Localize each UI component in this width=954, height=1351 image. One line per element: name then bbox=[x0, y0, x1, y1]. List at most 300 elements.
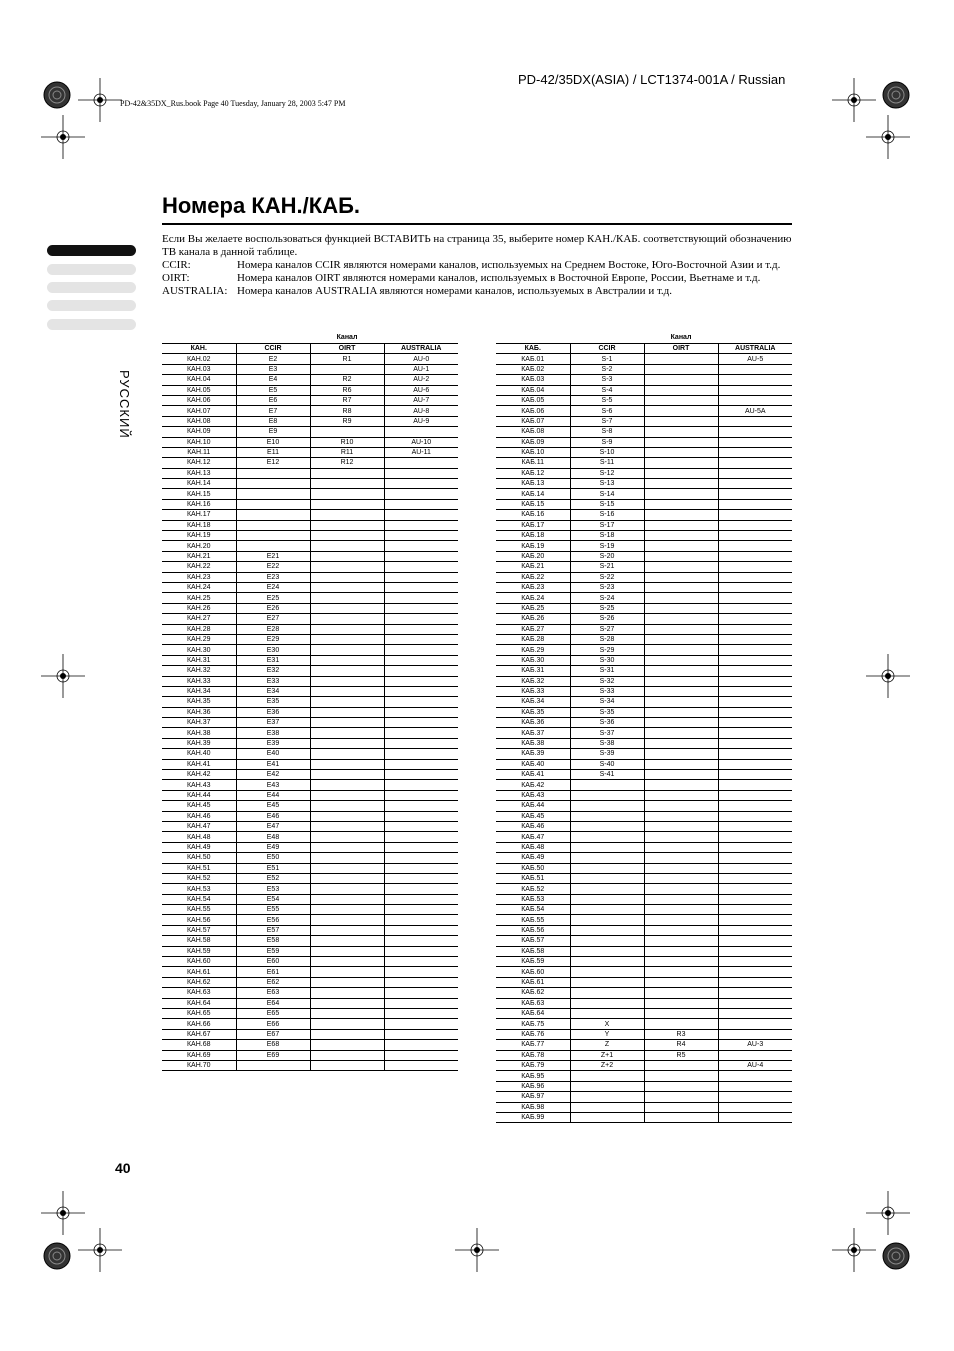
table-cell: S-33 bbox=[570, 686, 644, 696]
table-cell: КАН.66 bbox=[162, 1019, 236, 1029]
table-cell: R1 bbox=[310, 354, 384, 364]
table-cell: E51 bbox=[236, 863, 310, 873]
table-cell: КАБ.49 bbox=[496, 853, 570, 863]
table-cell: E38 bbox=[236, 728, 310, 738]
table-cell: КАН.33 bbox=[162, 676, 236, 686]
table-cell: КАН.67 bbox=[162, 1029, 236, 1039]
definition-description: Номера каналов AUSTRALIA являются номерами каналов, используемых в Австралии и т.д. bbox=[237, 285, 673, 297]
table-cell: КАН.23 bbox=[162, 572, 236, 582]
table-cell: R7 bbox=[310, 395, 384, 405]
crosshair-icon bbox=[832, 1228, 876, 1272]
table-cell: AU-2 bbox=[384, 375, 458, 385]
table-cell: S-32 bbox=[570, 676, 644, 686]
table-cell: E53 bbox=[236, 884, 310, 894]
crosshair-icon bbox=[832, 78, 876, 122]
crosshair-icon bbox=[78, 1228, 122, 1272]
table-cell: AU-5A bbox=[718, 406, 792, 416]
table-cell: КАБ.55 bbox=[496, 915, 570, 925]
table-cell: E28 bbox=[236, 624, 310, 634]
table-cell: КАБ.06 bbox=[496, 406, 570, 416]
table-cell: КАН.25 bbox=[162, 593, 236, 603]
table-cell: КАН.10 bbox=[162, 437, 236, 447]
table-cell: S-5 bbox=[570, 395, 644, 405]
table-cell: КАБ.30 bbox=[496, 655, 570, 665]
table-cell: КАБ.47 bbox=[496, 832, 570, 842]
table-cell: S-31 bbox=[570, 666, 644, 676]
table-cell: S-14 bbox=[570, 489, 644, 499]
table-cell: КАН.63 bbox=[162, 988, 236, 998]
table-cell: КАБ.26 bbox=[496, 614, 570, 624]
table-cell: КАН.26 bbox=[162, 603, 236, 613]
table-cell: КАБ.45 bbox=[496, 811, 570, 821]
table-cell: КАН.64 bbox=[162, 998, 236, 1008]
table-cell: S-24 bbox=[570, 593, 644, 603]
table-cell: КАН.52 bbox=[162, 873, 236, 883]
table-cell: S-34 bbox=[570, 697, 644, 707]
table-cell: КАБ.21 bbox=[496, 562, 570, 572]
table-cell: КАН.50 bbox=[162, 853, 236, 863]
table-cell: КАБ.96 bbox=[496, 1081, 570, 1091]
crosshair-icon bbox=[866, 115, 910, 159]
table-cell: КАБ.20 bbox=[496, 551, 570, 561]
table-cell: S-19 bbox=[570, 541, 644, 551]
table-cell: S-1 bbox=[570, 354, 644, 364]
table-cell: КАБ.38 bbox=[496, 738, 570, 748]
table-cell: S-35 bbox=[570, 707, 644, 717]
column-header: CCIR bbox=[570, 344, 644, 354]
table-cell: S-39 bbox=[570, 749, 644, 759]
table-cell: КАН.30 bbox=[162, 645, 236, 655]
table-cell: КАН.07 bbox=[162, 406, 236, 416]
table-cell: КАБ.05 bbox=[496, 395, 570, 405]
column-header: КАН. bbox=[162, 344, 236, 354]
table-cell: КАН.05 bbox=[162, 385, 236, 395]
table-cell: S-28 bbox=[570, 634, 644, 644]
table-cell: E10 bbox=[236, 437, 310, 447]
table-cell: E35 bbox=[236, 697, 310, 707]
table-cell: КАН.16 bbox=[162, 499, 236, 509]
header-document-reference: PD-42/35DX(ASIA) / LCT1374-001A / Russian bbox=[518, 72, 786, 87]
table-cell: E48 bbox=[236, 832, 310, 842]
table-cell: КАН.04 bbox=[162, 375, 236, 385]
table-cell: КАБ.56 bbox=[496, 925, 570, 935]
crosshair-icon bbox=[866, 1191, 910, 1235]
table-cell: КАБ.52 bbox=[496, 884, 570, 894]
table-cell: AU-9 bbox=[384, 416, 458, 426]
table-cell: КАБ.44 bbox=[496, 801, 570, 811]
registration-target-icon bbox=[883, 82, 909, 108]
column-header: OIRT bbox=[644, 344, 718, 354]
table-cell: КАБ.23 bbox=[496, 582, 570, 592]
table-cell: КАБ.08 bbox=[496, 427, 570, 437]
crosshair-icon bbox=[41, 654, 85, 698]
table-cell: КАБ.98 bbox=[496, 1102, 570, 1112]
table-cell: КАН.17 bbox=[162, 510, 236, 520]
table-cell: AU-5 bbox=[718, 354, 792, 364]
table-cell: КАН.24 bbox=[162, 582, 236, 592]
table-cell: E52 bbox=[236, 873, 310, 883]
table-cell: КАН.60 bbox=[162, 957, 236, 967]
table-cell: КАН.08 bbox=[162, 416, 236, 426]
table-cell: S-30 bbox=[570, 655, 644, 665]
book-file-info: PD-42&35DX_Rus.book Page 40 Tuesday, January 28, 2003 5:47 PM bbox=[120, 99, 346, 108]
table-cell: E12 bbox=[236, 458, 310, 468]
table-cell: R2 bbox=[310, 375, 384, 385]
table-cell: R9 bbox=[310, 416, 384, 426]
table-cell: E46 bbox=[236, 811, 310, 821]
table-cell: S-26 bbox=[570, 614, 644, 624]
table-cell: E5 bbox=[236, 385, 310, 395]
table-cell: S-17 bbox=[570, 520, 644, 530]
table-cell: R5 bbox=[644, 1050, 718, 1060]
table-cell: S-37 bbox=[570, 728, 644, 738]
table-cell: КАБ.62 bbox=[496, 988, 570, 998]
table-cell: E9 bbox=[236, 427, 310, 437]
table-cell: КАН.46 bbox=[162, 811, 236, 821]
table-cell: E34 bbox=[236, 686, 310, 696]
table-cell: AU-7 bbox=[384, 395, 458, 405]
table-cell: КАН.49 bbox=[162, 842, 236, 852]
table-cell: E66 bbox=[236, 1019, 310, 1029]
table-cell: КАБ.77 bbox=[496, 1040, 570, 1050]
column-header: КАБ. bbox=[496, 344, 570, 354]
table-cell: AU-1 bbox=[384, 364, 458, 374]
table-cell: КАБ.17 bbox=[496, 520, 570, 530]
table-cell: E7 bbox=[236, 406, 310, 416]
table-cell: КАБ.15 bbox=[496, 499, 570, 509]
group-header: Канал bbox=[336, 334, 358, 341]
table-cell: КАН.69 bbox=[162, 1050, 236, 1060]
table-cell: КАБ.53 bbox=[496, 894, 570, 904]
table-cell: R12 bbox=[310, 458, 384, 468]
table-cell: E32 bbox=[236, 666, 310, 676]
table-cell: КАБ.27 bbox=[496, 624, 570, 634]
table-cell: E29 bbox=[236, 634, 310, 644]
crosshair-icon bbox=[78, 78, 122, 122]
table-cell: S-7 bbox=[570, 416, 644, 426]
table-cell: E56 bbox=[236, 915, 310, 925]
table-cell: КАБ.09 bbox=[496, 437, 570, 447]
table-cell: S-8 bbox=[570, 427, 644, 437]
table-cell: КАБ.11 bbox=[496, 458, 570, 468]
table-cell: КАБ.36 bbox=[496, 718, 570, 728]
table-cell: AU-4 bbox=[718, 1060, 792, 1070]
table-cell: E4 bbox=[236, 375, 310, 385]
table-cell: AU-6 bbox=[384, 385, 458, 395]
table-cell: S-13 bbox=[570, 479, 644, 489]
table-cell: E36 bbox=[236, 707, 310, 717]
table-cell: E50 bbox=[236, 853, 310, 863]
table-cell: КАБ.03 bbox=[496, 375, 570, 385]
table-cell: КАБ.37 bbox=[496, 728, 570, 738]
table-cell: E59 bbox=[236, 946, 310, 956]
table-cell: КАБ.29 bbox=[496, 645, 570, 655]
table-cell: S-27 bbox=[570, 624, 644, 634]
table-cell: S-4 bbox=[570, 385, 644, 395]
table-cell: КАН.36 bbox=[162, 707, 236, 717]
table-cell: E25 bbox=[236, 593, 310, 603]
table-cell: E44 bbox=[236, 790, 310, 800]
table-cell: КАБ.57 bbox=[496, 936, 570, 946]
table-cell: КАБ.01 bbox=[496, 354, 570, 364]
definition-term: OIRT: bbox=[162, 272, 190, 284]
table-cell: AU-10 bbox=[384, 437, 458, 447]
table-cell: КАБ.24 bbox=[496, 593, 570, 603]
table-cell: Z+2 bbox=[570, 1060, 644, 1070]
table-cell: КАБ.22 bbox=[496, 572, 570, 582]
definition-description: Номера каналов OIRT являются номерами каналов, используемых в Восточной Европе, России, Вьетнаме и т.д. bbox=[237, 272, 761, 284]
page-number: 40 bbox=[115, 1160, 131, 1176]
table-cell: КАБ.64 bbox=[496, 1009, 570, 1019]
table-cell: E39 bbox=[236, 738, 310, 748]
table-cell: КАН.65 bbox=[162, 1009, 236, 1019]
table-cell: E22 bbox=[236, 562, 310, 572]
table-cell: Z+1 bbox=[570, 1050, 644, 1060]
table-cell: КАН.43 bbox=[162, 780, 236, 790]
table-cell: КАБ.25 bbox=[496, 603, 570, 613]
table-cell: КАН.20 bbox=[162, 541, 236, 551]
table-cell: E65 bbox=[236, 1009, 310, 1019]
definition-term: AUSTRALIA: bbox=[162, 285, 228, 297]
table-cell: S-10 bbox=[570, 447, 644, 457]
table-cell: E67 bbox=[236, 1029, 310, 1039]
table-cell: КАБ.95 bbox=[496, 1071, 570, 1081]
registration-target-icon bbox=[44, 82, 70, 108]
table-cell: E64 bbox=[236, 998, 310, 1008]
table-cell: КАН.11 bbox=[162, 447, 236, 457]
table-cell: КАН.42 bbox=[162, 770, 236, 780]
table-cell: КАН.59 bbox=[162, 946, 236, 956]
table-cell: S-2 bbox=[570, 364, 644, 374]
column-header: CCIR bbox=[236, 344, 310, 354]
table-cell: КАН.62 bbox=[162, 977, 236, 987]
table-cell: КАБ.19 bbox=[496, 541, 570, 551]
table-cell: КАБ.14 bbox=[496, 489, 570, 499]
table-cell: E24 bbox=[236, 582, 310, 592]
table-cell: S-23 bbox=[570, 582, 644, 592]
table-cell: КАБ.76 bbox=[496, 1029, 570, 1039]
table-cell: R10 bbox=[310, 437, 384, 447]
table-cell: КАБ.54 bbox=[496, 905, 570, 915]
table-cell: КАБ.32 bbox=[496, 676, 570, 686]
table-cell: E3 bbox=[236, 364, 310, 374]
table-cell: R3 bbox=[644, 1029, 718, 1039]
table-cell: E40 bbox=[236, 749, 310, 759]
table-cell: КАН.06 bbox=[162, 395, 236, 405]
table-cell: E30 bbox=[236, 645, 310, 655]
table-cell: X bbox=[570, 1019, 644, 1029]
table-cell: КАБ.79 bbox=[496, 1060, 570, 1070]
table-cell: КАН.38 bbox=[162, 728, 236, 738]
table-cell: R8 bbox=[310, 406, 384, 416]
intro-paragraph: Если Вы желаете воспользоваться функцией ВСТАВИТЬ на страница 35, выберите номер КАН./КАБ. соответствующий обозначению ТВ канала в данной таблице. bbox=[162, 233, 792, 258]
table-cell: КАБ.78 bbox=[496, 1050, 570, 1060]
table-cell: S-12 bbox=[570, 468, 644, 478]
table-cell: КАБ.61 bbox=[496, 977, 570, 987]
table-cell: S-41 bbox=[570, 770, 644, 780]
table-cell: КАБ.41 bbox=[496, 770, 570, 780]
table-cell: E8 bbox=[236, 416, 310, 426]
table-cell: КАН.70 bbox=[162, 1060, 236, 1070]
table-cell: КАБ.75 bbox=[496, 1019, 570, 1029]
table-cell: КАН.31 bbox=[162, 655, 236, 665]
table-cell: КАН.48 bbox=[162, 832, 236, 842]
table-cell: R4 bbox=[644, 1040, 718, 1050]
table-cell: КАН.12 bbox=[162, 458, 236, 468]
table-cell: КАН.58 bbox=[162, 936, 236, 946]
table-cell: E63 bbox=[236, 988, 310, 998]
table-cell: КАН.02 bbox=[162, 354, 236, 364]
table-cell: КАБ.31 bbox=[496, 666, 570, 676]
column-header: AUSTRALIA bbox=[718, 344, 792, 354]
table-cell: КАН.45 bbox=[162, 801, 236, 811]
table-cell: S-11 bbox=[570, 458, 644, 468]
table-cell: КАБ.04 bbox=[496, 385, 570, 395]
table-cell: КАН.03 bbox=[162, 364, 236, 374]
table-cell: КАБ.02 bbox=[496, 364, 570, 374]
table-cell: КАН.40 bbox=[162, 749, 236, 759]
table-cell: КАН.34 bbox=[162, 686, 236, 696]
table-cell: E55 bbox=[236, 905, 310, 915]
table-cell: КАБ.10 bbox=[496, 447, 570, 457]
table-cell: КАБ.60 bbox=[496, 967, 570, 977]
table-cell: КАН.57 bbox=[162, 925, 236, 935]
definition-description: Номера каналов CCIR являются номерами каналов, используемых на Среднем Востоке, Юго-Восточной Азии и т.д. bbox=[237, 259, 781, 271]
table-cell: КАН.61 bbox=[162, 967, 236, 977]
table-cell: S-3 bbox=[570, 375, 644, 385]
side-language-label: РУССКИЙ bbox=[117, 370, 132, 439]
table-cell: R6 bbox=[310, 385, 384, 395]
registration-target-icon bbox=[883, 1243, 909, 1269]
table-cell: AU-3 bbox=[718, 1040, 792, 1050]
table-cell: S-40 bbox=[570, 759, 644, 769]
table-cell: КАБ.42 bbox=[496, 780, 570, 790]
table-cell: E69 bbox=[236, 1050, 310, 1060]
table-cell: AU-8 bbox=[384, 406, 458, 416]
table-cell: КАН.28 bbox=[162, 624, 236, 634]
table-cell: КАН.29 bbox=[162, 634, 236, 644]
table-cell: AU-11 bbox=[384, 447, 458, 457]
table-cell: S-20 bbox=[570, 551, 644, 561]
table-cell: КАБ.46 bbox=[496, 821, 570, 831]
table-cell: E6 bbox=[236, 395, 310, 405]
table-cell: КАБ.48 bbox=[496, 842, 570, 852]
table-cell: КАБ.51 bbox=[496, 873, 570, 883]
page-title: Номера КАН./КАБ. bbox=[162, 193, 360, 218]
table-cell: КАН.35 bbox=[162, 697, 236, 707]
table-cell: E57 bbox=[236, 925, 310, 935]
table-cell: КАН.15 bbox=[162, 489, 236, 499]
table-cell: S-15 bbox=[570, 499, 644, 509]
table-cell: AU-0 bbox=[384, 354, 458, 364]
table-cell: КАБ.12 bbox=[496, 468, 570, 478]
definition-term: CCIR: bbox=[162, 259, 191, 271]
table-cell: КАН.32 bbox=[162, 666, 236, 676]
crosshair-icon bbox=[41, 115, 85, 159]
column-header: AUSTRALIA bbox=[384, 344, 458, 354]
registration-target-icon bbox=[44, 1243, 70, 1269]
table-cell: КАН.19 bbox=[162, 531, 236, 541]
table-cell: E41 bbox=[236, 759, 310, 769]
table-cell: КАН.21 bbox=[162, 551, 236, 561]
table-cell: S-9 bbox=[570, 437, 644, 447]
table-cell: КАБ.43 bbox=[496, 790, 570, 800]
table-cell: E45 bbox=[236, 801, 310, 811]
table-cell: E58 bbox=[236, 936, 310, 946]
table-cell: S-29 bbox=[570, 645, 644, 655]
table-cell: E23 bbox=[236, 572, 310, 582]
table-cell: E47 bbox=[236, 821, 310, 831]
table-cell: КАН.37 bbox=[162, 718, 236, 728]
table-cell: КАН.53 bbox=[162, 884, 236, 894]
crosshair-icon bbox=[41, 1191, 85, 1235]
table-cell: КАБ.18 bbox=[496, 531, 570, 541]
table-cell: КАБ.35 bbox=[496, 707, 570, 717]
table-cell: КАБ.63 bbox=[496, 998, 570, 1008]
table-cell: КАН.22 bbox=[162, 562, 236, 572]
table-cell: КАН.68 bbox=[162, 1040, 236, 1050]
table-cell: КАН.47 bbox=[162, 821, 236, 831]
table-cell: КАБ.28 bbox=[496, 634, 570, 644]
table-cell: КАН.44 bbox=[162, 790, 236, 800]
group-header: Канал bbox=[670, 334, 692, 341]
table-cell: S-21 bbox=[570, 562, 644, 572]
table-cell: E54 bbox=[236, 894, 310, 904]
table-cell: КАБ.97 bbox=[496, 1092, 570, 1102]
table-cell: КАБ.58 bbox=[496, 946, 570, 956]
crosshair-icon bbox=[866, 654, 910, 698]
table-cell: E49 bbox=[236, 842, 310, 852]
table-cell: КАН.56 bbox=[162, 915, 236, 925]
table-cell: S-16 bbox=[570, 510, 644, 520]
table-cell: КАН.41 bbox=[162, 759, 236, 769]
table-cell: S-22 bbox=[570, 572, 644, 582]
table-cell: E11 bbox=[236, 447, 310, 457]
column-header: OIRT bbox=[310, 344, 384, 354]
table-cell: E43 bbox=[236, 780, 310, 790]
table-cell: S-36 bbox=[570, 718, 644, 728]
table-cell: E42 bbox=[236, 770, 310, 780]
table-cell: КАБ.40 bbox=[496, 759, 570, 769]
table-cell: КАН.13 bbox=[162, 468, 236, 478]
table-cell: КАН.54 bbox=[162, 894, 236, 904]
table-cell: КАБ.34 bbox=[496, 697, 570, 707]
table-cell: КАБ.99 bbox=[496, 1112, 570, 1122]
table-cell: S-25 bbox=[570, 603, 644, 613]
table-cell: КАН.51 bbox=[162, 863, 236, 873]
table-cell: E2 bbox=[236, 354, 310, 364]
table-cell: КАБ.07 bbox=[496, 416, 570, 426]
table-cell: E21 bbox=[236, 551, 310, 561]
table-cell: КАБ.13 bbox=[496, 479, 570, 489]
table-cell: КАН.18 bbox=[162, 520, 236, 530]
table-cell: S-6 bbox=[570, 406, 644, 416]
table-cell: КАН.14 bbox=[162, 479, 236, 489]
table-cell: КАБ.33 bbox=[496, 686, 570, 696]
table-cell: КАБ.39 bbox=[496, 749, 570, 759]
table-cell: E31 bbox=[236, 655, 310, 665]
table-cell: E68 bbox=[236, 1040, 310, 1050]
table-cell: КАБ.59 bbox=[496, 957, 570, 967]
table-cell: КАН.09 bbox=[162, 427, 236, 437]
table-cell: E62 bbox=[236, 977, 310, 987]
table-cell: E61 bbox=[236, 967, 310, 977]
table-cell: E60 bbox=[236, 957, 310, 967]
table-cell: КАБ.16 bbox=[496, 510, 570, 520]
table-cell: Z bbox=[570, 1040, 644, 1050]
table-cell: E33 bbox=[236, 676, 310, 686]
crosshair-icon bbox=[455, 1228, 499, 1272]
